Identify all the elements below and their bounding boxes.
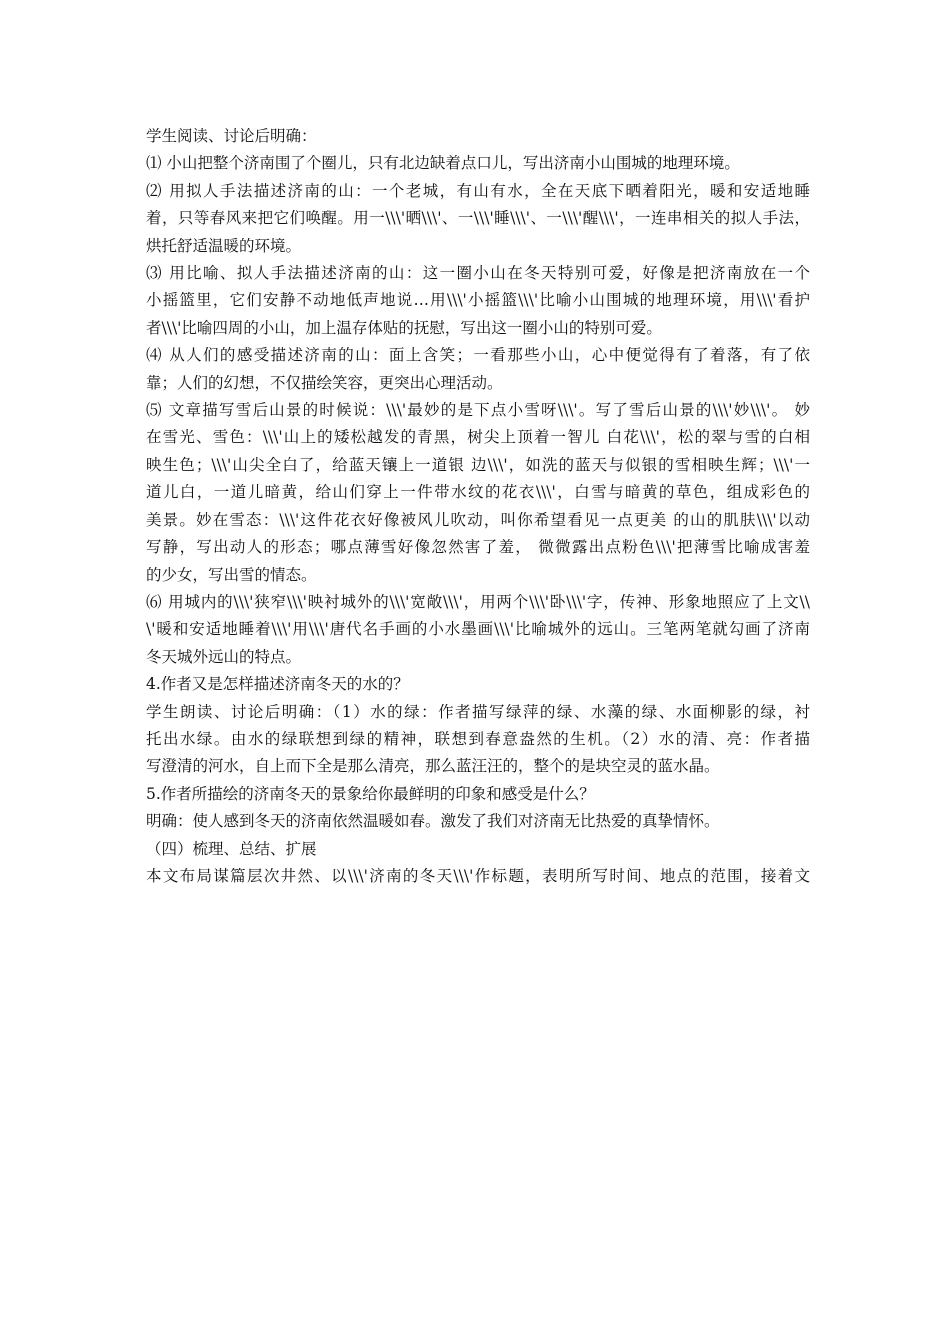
point-5-line: 美景。妙在雪态：\\\'这件花衣好像被风儿吹动，叫你希望看见一点更美 的山的肌肤\\\'以动	[146, 510, 810, 529]
point-3-line: 小摇篮里，它们安静不动地低声地说…用\\\'小摇篮\\\'比喻小山围城的地理环境，用\\\'看护	[146, 291, 810, 310]
question-4-heading: 4.作者又是怎样描述济南冬天的水的？	[146, 675, 409, 694]
point-5-line: 道儿白，一道儿暗黄，给山们穿上一件带水纹的花衣\\\'，白雪与暗黄的草色，组成彩色的	[146, 483, 810, 502]
point-5-line: 在雪光、雪色：\\\'山上的矮松越发的青黑，树尖上顶着一智儿 白花\\\'，松的翠与雪的白相	[146, 428, 810, 447]
point-3-line: 者\\\'比喻四周的小山，加上温存体贴的抚慰，写出这一圈小山的特别可爱。	[146, 318, 662, 337]
point-2-line: ⑵ 用拟人手法描述济南的山：一个老城，有山有水，全在天底下晒着阳光，暖和安适地睡	[146, 181, 810, 200]
point-5-line: 映生色；\\\'山尖全白了，给蓝天镶上一道银 边\\\'，如洗的蓝天与似银的雪相映生辉；\\\'一	[146, 455, 810, 474]
point-5-line: 的少女，写出雪的情态。	[146, 565, 317, 584]
summary-line: 本文布局谋篇层次井然、以\\\'济南的冬天\\\'作标题，表明所写时间、地点的范围，接着文	[146, 866, 810, 885]
point-6-line: \'暖和安适地睡着\\\'用\\\'唐代名手画的小水墨画\\\'比喻城外的远山。三笔两笔就勾画了济南	[146, 620, 810, 639]
section-4-heading: （四）梳理、总结、扩展	[146, 839, 317, 858]
point-1-line: ⑴ 小山把整个济南围了个圈儿，只有北边缺着点口儿，写出济南小山围城的地理环境。	[146, 154, 740, 173]
document-page	[146, 123, 810, 890]
point-2-line: 烘托舒适温暖的环境。	[146, 236, 302, 255]
answer-4-line: 托出水绿。由水的绿联想到绿的精神，联想到春意盎然的生机。（2）水的清、亮：作者描	[146, 729, 810, 748]
point-4-line: 靠；人们的幻想，不仅描绘笑容，更突出心理活动。	[146, 373, 503, 392]
point-2-line: 着，只等春风来把它们唤醒。用一\\\'晒\\\'、一\\\'睡\\\'、一\\\'醒\\\'，一连串相关的拟人手法，	[146, 209, 810, 228]
point-4-line: ⑷ 从人们的感受描述济南的山：面上含笑；一看那些小山，心中便觉得有了着落，有了依	[146, 346, 810, 365]
point-5-line: 写静，写出动人的形态；哪点薄雪好像忽然害了羞， 微微露出点粉色\\\'把薄雪比喻成害羞	[146, 538, 810, 557]
point-6-line: ⑹ 用城内的\\\'狭窄\\\'映衬城外的\\\'宽敞\\\'，用两个\\\'卧\\\'字，传神、形象地照应了上文\\	[146, 592, 810, 611]
answer-4-line: 写澄清的河水，自上而下全是那么清亮，那么蓝汪汪的，整个的是块空灵的蓝水晶。	[146, 757, 720, 776]
answer-5-line: 明确：使人感到冬天的济南依然温暖如春。激发了我们对济南无比热爱的真挚情怀。	[146, 812, 720, 831]
question-5-heading: 5.作者所描绘的济南冬天的景象给你最鲜明的印象和感受是什么？	[146, 784, 595, 803]
point-6-line: 冬天城外远山的特点。	[146, 647, 302, 666]
intro-line: 学生阅读、讨论后明确：	[146, 127, 317, 145]
answer-4-line: 学生朗读、讨论后明确：（1）水的绿：作者描写绿萍的绿、水藻的绿、水面柳影的绿，衬	[146, 702, 810, 721]
point-5-line: ⑸ 文章描写雪后山景的时候说：\\\'最妙的是下点小雪呀\\\'。写了雪后山景的\\\'妙\\\'。 妙	[146, 401, 810, 420]
point-3-line: ⑶ 用比喻、拟人手法描述济南的山：这一圈小山在冬天特别可爱，好像是把济南放在一个	[146, 264, 810, 283]
